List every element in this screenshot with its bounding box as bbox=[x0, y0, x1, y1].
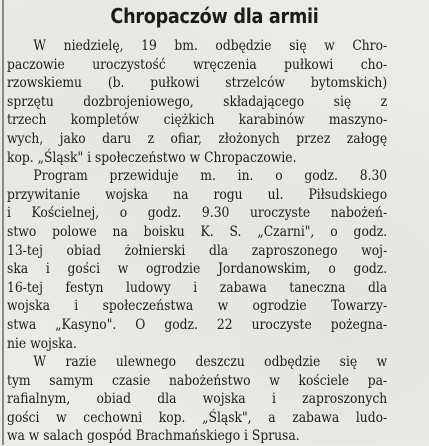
text-line: paczowie uroczystość wręczenia pułkowi cho- bbox=[7, 56, 388, 73]
text-line: 13-tej obiad żołnierski dla zaproszonego woj- bbox=[7, 242, 388, 259]
text-line: nie wojska. bbox=[7, 335, 77, 352]
text-line: W niedzielę, 19 bm. odbędzie się w Chro- bbox=[33, 38, 388, 54]
text-line: kop. „Śląsk" i społeczeństwo w Chropaczowie. bbox=[7, 149, 297, 166]
text-line: stwo polowe na boisku K. S. „Czarni", o godz. bbox=[7, 223, 388, 240]
text-line: przywitanie wojska na rogu ul. Piłsudskiego bbox=[7, 186, 388, 203]
text-line: ska i gości w ogrodzie Jordanowskim, o godz. bbox=[7, 261, 388, 278]
text-line: wych, jako daru z ofiar, złożonych przez załogę bbox=[7, 130, 388, 147]
text-line: wojska i społeczeństwa w ogrodzie Towarzy- bbox=[7, 298, 388, 315]
text-line: 16-tej festyn ludowy i zabawa taneczna dla bbox=[7, 279, 388, 296]
text-line: rafialnym, obiad dla wojska i zaproszonych bbox=[7, 391, 388, 408]
text-line: Program przewiduje m. in. o godz. 8.30 bbox=[33, 168, 388, 185]
headline: Chropaczów dla armii bbox=[110, 4, 319, 28]
text-line: sprzętu dozbrojeniowego, składającego się z bbox=[7, 93, 388, 110]
text-line: gości w cechowni kop. „Śląsk", a zabawa ludo- bbox=[7, 409, 388, 426]
text-line: tym samym czasie nabożeństwo w kościele pa- bbox=[7, 372, 388, 389]
article-body bbox=[7, 37, 387, 446]
text-line: W razie ulewnego deszczu odbędzie się w bbox=[33, 354, 388, 371]
text-line: trzech kompletów ciężkich karabinów maszyno- bbox=[7, 112, 388, 129]
text-line: stwa „Kasyno". O godz. 22 uroczyste pożegna- bbox=[7, 316, 388, 333]
column-rule bbox=[2, 0, 4, 445]
text-line: i Kościelnej, o godz. 9.30 uroczyste nabożeń- bbox=[7, 205, 388, 222]
text-line: wa w salach gospód Brachmańskiego i Sprusa. bbox=[7, 428, 300, 445]
text-line: rzowskiemu (b. pułkowi strzelców bytomskich) bbox=[7, 75, 388, 92]
